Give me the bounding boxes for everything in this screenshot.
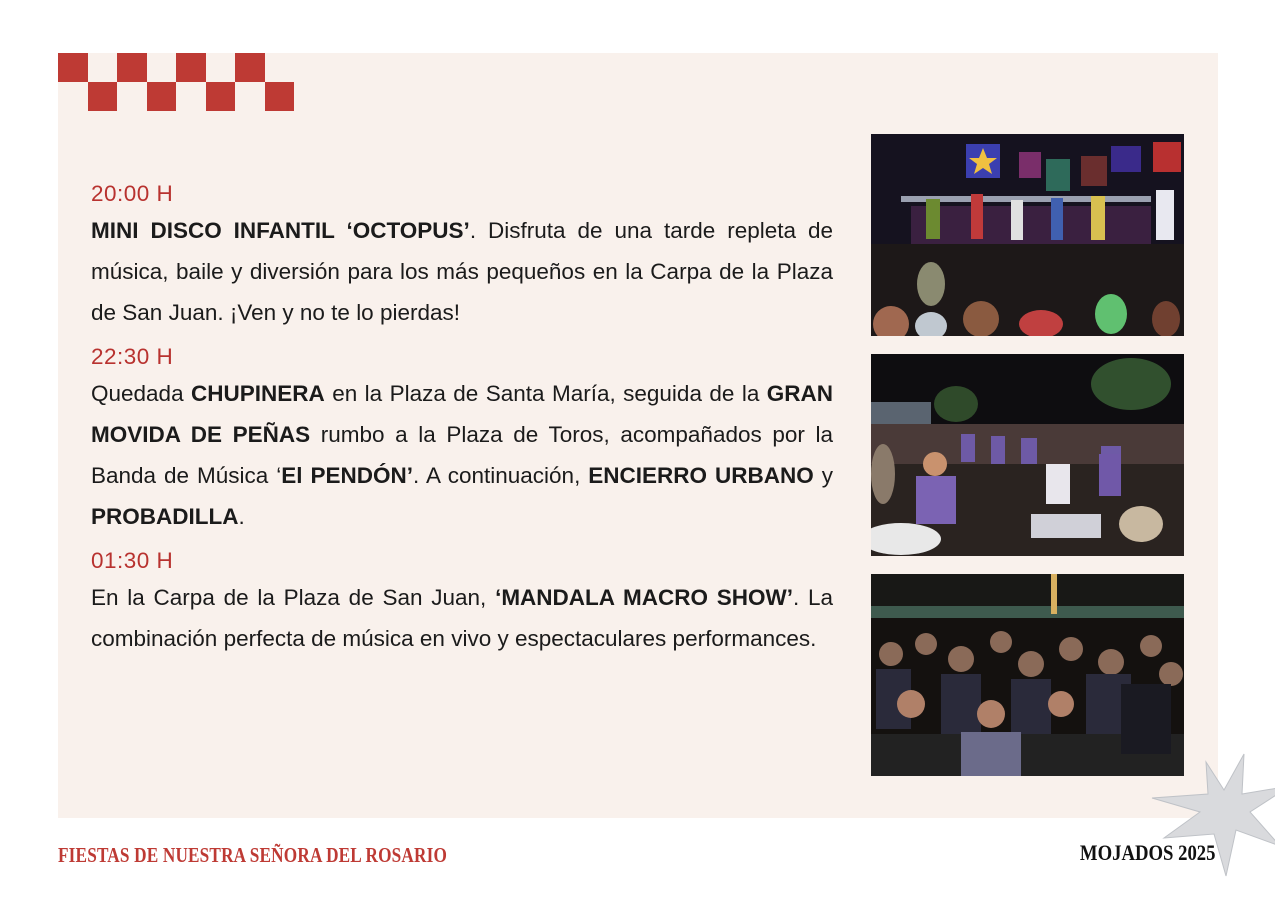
- highlight-text: CHUPINERA: [191, 381, 325, 406]
- highlight-text: El PENDÓN’: [281, 463, 414, 488]
- highlight-text: GRAN MOVIDA DE PEÑAS: [91, 381, 834, 447]
- body-text: En la Carpa de la Plaza de San Juan,: [91, 585, 496, 610]
- checker-pattern: [58, 53, 294, 111]
- event-time: 01:30 H: [91, 548, 174, 573]
- highlight-text: ENCIERRO URBANO: [588, 463, 814, 488]
- event-time: 22:30 H: [91, 344, 174, 369]
- highlight-text: ‘MANDALA MACRO SHOW’: [495, 585, 793, 610]
- event-description: [91, 210, 833, 333]
- highlight-text: PROBADILLA: [91, 504, 239, 529]
- event-description: [91, 577, 833, 659]
- highlight-text: MINI DISCO INFANTIL ‘OCTOPUS’: [91, 218, 470, 243]
- body-text: . La combinación perfecta de música en vivo y espectaculares performances.: [91, 585, 834, 651]
- event-item: [91, 178, 833, 333]
- event-description: [91, 373, 833, 537]
- body-text: en la Plaza de Santa María, seguida de la: [324, 381, 767, 406]
- content-panel: [58, 53, 1218, 818]
- body-text: .: [238, 504, 245, 529]
- event-item: [91, 341, 833, 537]
- event-time: 20:00 H: [91, 181, 174, 206]
- event-list: [91, 178, 833, 667]
- body-text: Quedada: [91, 381, 192, 406]
- event-item: [91, 545, 833, 659]
- footer-edition: MOJADOS 2025: [1079, 840, 1215, 865]
- body-text: . A continuación,: [413, 463, 589, 488]
- footer-event-title: FIESTAS DE NUESTRA SEÑORA DEL ROSARIO: [58, 843, 448, 867]
- photo-band-parade: [871, 354, 1184, 556]
- photo-mini-disco-stage: [871, 134, 1184, 336]
- photo-night-crowd: [871, 574, 1184, 776]
- body-text: rumbo a la Plaza de Toros, acompañados por la Banda de Música ‘: [91, 422, 833, 488]
- body-text: . Disfruta de una tarde repleta de música, baile y diversión para los más pequeños en la Carpa de la Plaza de San Juan. ¡Ven y no te lo pierdas!: [91, 218, 833, 325]
- body-text: y: [813, 463, 833, 488]
